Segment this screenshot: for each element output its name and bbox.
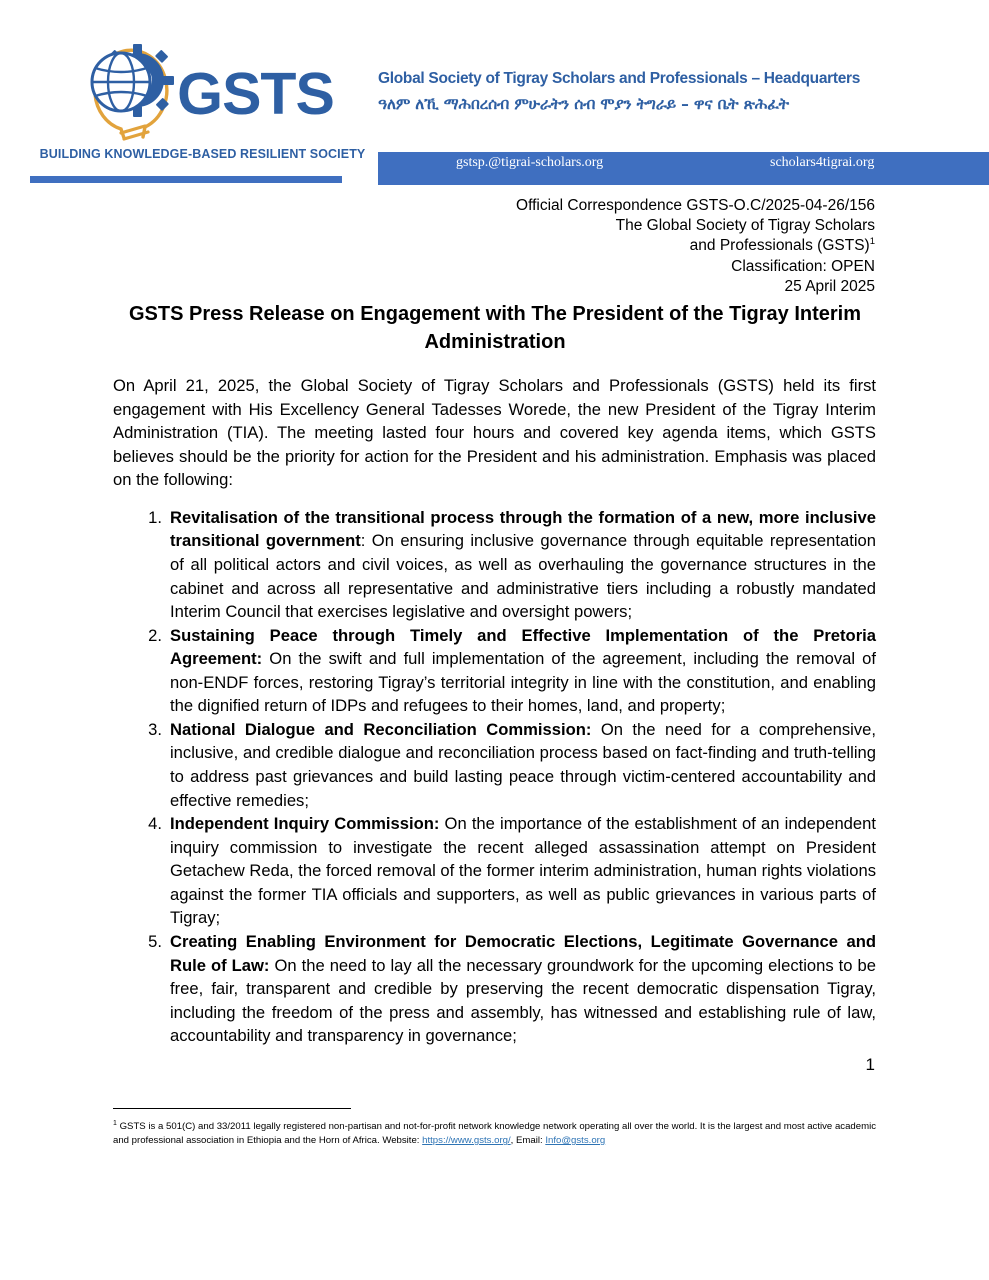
footnote-separator	[113, 1108, 351, 1109]
agenda-item-text: On the need for a comprehensive, inclusive, and credible dialogue and reconciliation process based on fact-finding and truth-telling to address past grievances and build lasting peace through victim-centered accountability and effective remedies;	[170, 719, 876, 810]
gsts-wordmark: GSTS	[177, 61, 334, 127]
document-body	[113, 374, 876, 1048]
correspondence-org-line-2-text: and Professionals (GSTS)	[689, 237, 870, 255]
agenda-item	[170, 718, 876, 812]
agenda-item-separator: :	[360, 531, 372, 551]
agenda-item-heading: Creating Enabling Environment for Democratic Elections, Legitimate Governance and Rule of Law:	[170, 931, 876, 975]
agenda-item-heading: Independent Inquiry Commission:	[170, 814, 440, 834]
contact-email-primary[interactable]: gstsp.@tigrai-scholars.org	[456, 155, 604, 170]
organisation-name-tigrinya: ዓለም ለኺ ማሕበረሰብ ምሁራትን ሰብ ሞያን ትግራይ – ዋና ቤት ጽሕፈት	[378, 95, 789, 113]
agenda-item-heading: National Dialogue and Reconciliation Commission:	[170, 719, 592, 739]
agenda-item	[170, 930, 876, 1048]
footnote-email-link[interactable]: Info@gsts.org	[545, 1135, 606, 1147]
letterhead	[0, 0, 989, 192]
organisation-name-english: Global Society of Tigray Scholars and Professionals – Headquarters	[378, 70, 861, 87]
gsts-tagline: BUILDING KNOWLEDGE-BASED RESILIENT SOCIETY	[39, 147, 366, 161]
correspondence-org-line-1: The Global Society of Tigray Scholars	[615, 217, 875, 235]
agenda-item-text: On the need to lay all the necessary groundwork for the upcoming elections to be free, fair, transparent and credible by preserving the recent democratic dispensation Tigray, including the freedom of the press and assembly, has witnessed and establishing rule of law, accountability and transparency in governance;	[170, 955, 876, 1046]
page-title: GSTS Press Release on Engagement with The President of the Tigray Interim Administration	[128, 303, 862, 353]
agenda-item-heading: Revitalisation of the transitional process through the formation of a new, more inclusive transitional government	[170, 507, 876, 551]
page-number: 1	[865, 1055, 875, 1074]
classification-label: Classification: OPEN	[731, 257, 875, 275]
agenda-item-heading: Sustaining Peace through Timely and Effective Implementation of the Pretoria Agreement:	[170, 625, 876, 669]
footnote-reference-marker: 1	[869, 236, 875, 248]
lead-paragraph: On April 21, 2025, the Global Society of Tigray Scholars and Professionals (GSTS) held its first engagement with His Excellency General Tadesses Worede, the new President of the Tigray Interim Administration (TIA). The meeting lasted four hours and covered key agenda items, which GSTS believes should be the priority for action for the President and his administration. Emphasis was placed on the following:	[113, 376, 876, 490]
contact-website[interactable]: scholars4tigrai.org	[770, 155, 875, 170]
agenda-item	[170, 506, 876, 624]
agenda-item-separator	[591, 720, 600, 739]
agenda-items-list	[113, 506, 876, 1048]
gsts-logo-block	[30, 38, 375, 161]
correspondence-date: 25 April 2025	[784, 277, 875, 295]
logo-row	[30, 38, 375, 143]
correspondence-org-line-2	[516, 236, 875, 256]
footnote	[113, 1119, 876, 1148]
logo-underline-rule	[30, 176, 342, 183]
footnote-website-link[interactable]: https://www.gsts.org/	[422, 1135, 511, 1147]
footnote-text-between: , Email:	[510, 1135, 546, 1147]
correspondence-header	[516, 196, 875, 297]
agenda-item-text: On ensuring inclusive governance through equitable representation of all political actors and civil voices, as well as overhauling the governance structures in the cabinet and across all representative and administrative tiers including a robustly mandated Interim Council that exercises legislative and oversight powers;	[170, 531, 876, 622]
correspondence-reference: Official Correspondence GSTS-O.C/2025-04-26/156	[516, 197, 875, 214]
agenda-item-text: On the importance of the establishment of an independent inquiry commission to investigate the recent alleged assassination attempt on President Getachew Reda, the forced removal of the former interim administration, human rights violations against the former TIA officials and supporters, as well as public grievances in various parts of Tigray;	[170, 814, 876, 928]
footnote-text: GSTS is a 501(C) and 33/2011 legally registered non-partisan and not-for-profit network knowledge network operating all over the world. It is the largest and most active academic and professional association in Ethiopia and the Horn of Africa. Website:	[113, 1121, 876, 1147]
footnote-marker: 1	[113, 1120, 117, 1127]
gsts-globe-gear-lightbulb-icon	[71, 38, 191, 143]
contact-bar	[378, 152, 989, 185]
agenda-item-text: On the swift and full implementation of the agreement, including the removal of non-ENDF forces, restoring Tigray’s territorial integrity in line with the constitution, and enabling the dignified return of IDPs and refugees to their homes, land, and property;	[170, 649, 876, 716]
agenda-item	[170, 812, 876, 930]
organisation-names	[378, 70, 968, 114]
agenda-item	[170, 624, 876, 718]
